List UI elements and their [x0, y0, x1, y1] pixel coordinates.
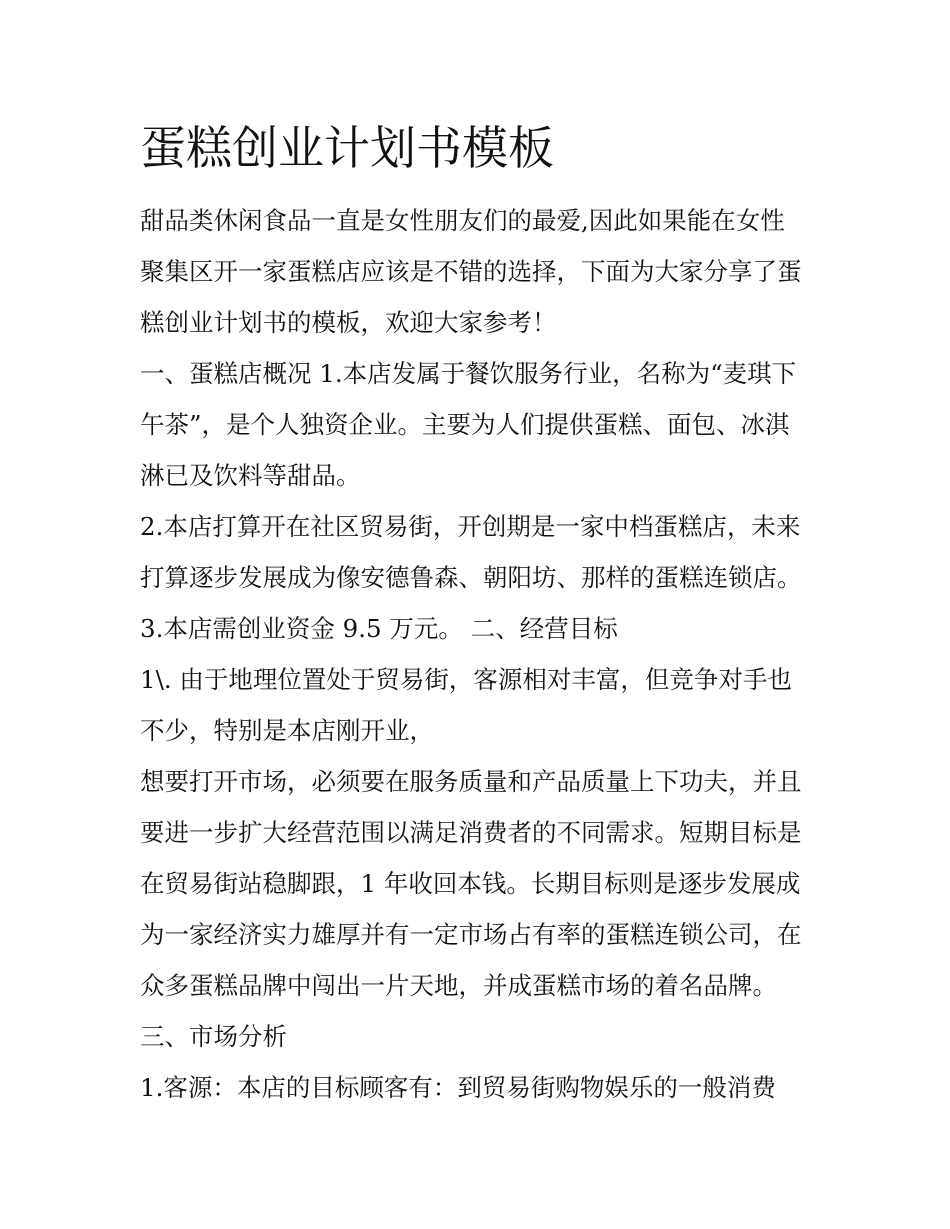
- paragraph-line: 要进一步扩大经营范围以满足消费者的不同需求。短期目标是: [140, 818, 802, 847]
- paragraph-line: 在贸易街站稳脚跟，1 年收回本钱。长期目标则是逐步发展成: [140, 869, 801, 898]
- paragraph-line: 不少，特别是本店刚开业，: [140, 716, 434, 745]
- paragraph-line: 糕创业计划书的模板，欢迎大家参考！: [140, 308, 557, 337]
- paragraph-line: 为一家经济实力雄厚并有一定市场占有率的蛋糕连锁公司，在: [140, 920, 802, 949]
- paragraph-line: 一、蛋糕店概况 1.本店发属于餐饮服务行业，名称为“麦琪下: [140, 359, 797, 388]
- paragraph-line: 3.本店需创业资金 9.5 万元。 二、经营目标: [140, 614, 618, 643]
- paragraph-line: 打算逐步发展成为像安德鲁森、朝阳坊、那样的蛋糕连锁店。: [140, 563, 802, 592]
- paragraph-line: 1.客源：本店的目标顾客有：到贸易街购物娱乐的一般消费: [140, 1073, 776, 1102]
- paragraph-line: 2.本店打算开在社区贸易街，开创期是一家中档蛋糕店，未来: [140, 512, 801, 541]
- paragraph-line: 聚集区开一家蛋糕店应该是不错的选择，下面为大家分享了蛋: [140, 257, 802, 286]
- section-heading: 三、市场分析: [140, 1022, 287, 1051]
- paragraph-line: 午茶”，是个人独资企业。主要为人们提供蛋糕、面包、冰淇: [140, 410, 790, 439]
- paragraph-line: 甜品类休闲食品一直是女性朋友们的最爱,因此如果能在女性: [140, 206, 785, 235]
- paragraph-line: 淋已及饮料等甜品。: [140, 461, 361, 490]
- document-title: 蛋糕创业计划书模板: [140, 121, 554, 175]
- paragraph-line: 1\. 由于地理位置处于贸易街，客源相对丰富，但竞争对手也: [140, 665, 792, 694]
- paragraph-line: 众多蛋糕品牌中闯出一片天地，并成蛋糕市场的着名品牌。: [140, 971, 777, 1000]
- paragraph-line: 想要打开市场，必须要在服务质量和产品质量上下功夫，并且: [140, 767, 802, 796]
